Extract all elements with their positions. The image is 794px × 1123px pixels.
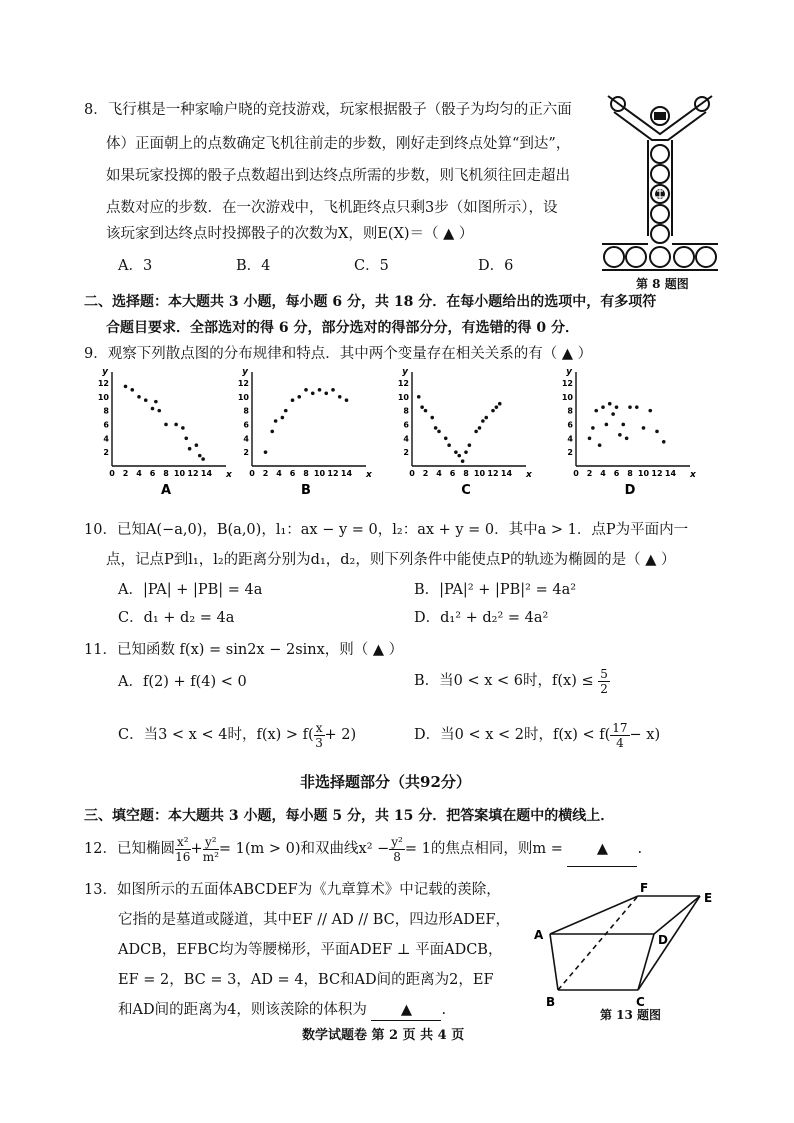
x-tick-label: 8 (627, 469, 633, 478)
chart-option-label: C (461, 483, 471, 496)
q12-f3-den: 8 (393, 849, 401, 864)
q12-mid: = 1(m > 0)和双曲线x² − (218, 841, 390, 857)
x-axis-label: x (226, 470, 232, 480)
q11-option-d-fraction (610, 721, 629, 750)
q13-end: . (441, 1002, 447, 1018)
q10-option-c: C．d₁ + d₂ = 4a (118, 610, 235, 626)
x-tick-label: 14 (664, 469, 677, 478)
x-tick-label: 4 (276, 469, 282, 478)
q11-option-d-pre: D．当0 < x < 2时，f(x) < f( (414, 727, 611, 743)
scatter-point (608, 402, 612, 406)
y-tick-label: 8 (243, 406, 249, 416)
y-tick-label: 12 (561, 378, 573, 388)
q11-b-num: 5 (600, 666, 608, 681)
edge-af (550, 896, 638, 934)
q13-line-5-text: 和AD间的距离为4，则该羡除的体积为 (118, 1002, 367, 1018)
scatter-point (628, 405, 632, 409)
x-tick-label: 10 (473, 469, 486, 478)
q8-option-a: A．3 (118, 258, 153, 274)
y-tick-label: 4 (403, 434, 409, 444)
scatter-point (164, 423, 168, 427)
q8-line-4: 点数对应的步数．在一次游戏中，飞机距终点只剩3步（如图所示），设 (106, 200, 558, 216)
x-tick-label: 2 (586, 469, 593, 478)
scatter-point (447, 443, 451, 447)
vertex-label-e: E (704, 891, 713, 905)
x-tick-label: 6 (289, 469, 296, 478)
edge-bf-hidden (558, 896, 638, 990)
q13-line-5 (118, 1000, 446, 1021)
scatter-point (174, 423, 178, 427)
q8-option-c: C．5 (354, 258, 389, 274)
scatter-point (297, 395, 301, 399)
scatter-point (124, 385, 128, 389)
scatter-point (420, 405, 424, 409)
scatter-point (481, 419, 485, 423)
q11-b-den: 2 (600, 681, 608, 696)
scatter-point (201, 457, 205, 461)
scatter-point (662, 440, 666, 444)
x-tick-label: 10 (637, 469, 650, 478)
y-tick-label: 2 (403, 448, 409, 458)
scatter-point (591, 426, 595, 430)
q12-answer-blank[interactable]: ▲ (567, 832, 637, 867)
scatter-point (598, 443, 602, 447)
y-tick-label: 8 (567, 406, 573, 416)
y-axis-label: y (402, 367, 408, 377)
x-tick-label: 12 (487, 469, 499, 478)
scatter-point (198, 454, 202, 458)
scatter-point (130, 388, 134, 392)
q11-option-b-text: B．当0 < x < 6时，f(x) ≤ (414, 673, 594, 689)
y-tick-label: 12 (97, 378, 109, 388)
scatter-point (621, 423, 625, 427)
q11-option-d-post: − x) (629, 727, 661, 743)
q8-line-1: 8．飞行棋是一种家喻户晓的竞技游戏，玩家根据骰子（骰子为均匀的正六面 (84, 102, 572, 118)
x-tick-label: 8 (463, 469, 469, 478)
q12-pre: 12．已知椭圆 (84, 841, 175, 857)
y-tick-label: 2 (567, 448, 573, 458)
scatter-point (154, 400, 158, 404)
scatter-point (454, 450, 458, 454)
q12-frac-3 (389, 835, 405, 864)
scatter-point (491, 409, 495, 413)
q12-f1-num: x² (176, 834, 189, 849)
scatter-point (188, 447, 192, 451)
scatter-chart-b (232, 366, 372, 496)
scatter-point (311, 392, 315, 396)
x-tick-label: 6 (449, 469, 456, 478)
vertex-label-d: D (658, 933, 668, 947)
q13-line-4: EF = 2，BC = 3，AD = 4，BC和AD间的距离为2，EF (118, 972, 494, 988)
edge-ce (638, 896, 700, 990)
y-tick-label: 12 (237, 378, 249, 388)
q12-f2-den: m² (202, 849, 219, 864)
scatter-point (588, 437, 592, 441)
q11-c-num: x (315, 720, 323, 735)
q8-line-2: 体）正面朝上的点数确定飞机往前走的步数，刚好走到终点处算“到达”， (106, 136, 571, 152)
scatter-point (635, 405, 639, 409)
x-tick-label: 6 (613, 469, 620, 478)
q10-line-1: 10．已知A(−a,0)，B(a,0)，l₁：ax − y = 0，l₂：ax + y = 0．其中a > 1．点P为平面内一 (84, 522, 689, 538)
chart-option-label: A (160, 483, 172, 496)
finish-marker-icon (654, 112, 666, 120)
q10-line-2: 点，记点P到l₁，l₂的距离分别为d₁，d₂，则下列条件中能使点P的轨迹为椭圆的是（ ▲ ） (106, 552, 676, 568)
scatter-point (331, 388, 335, 392)
x-tick-label: 2 (422, 469, 429, 478)
scatter-point (457, 454, 461, 458)
q11-option-b (414, 664, 610, 698)
scatter-point (417, 395, 421, 399)
x-axis-label: x (526, 470, 532, 480)
scatter-point (284, 409, 288, 413)
scatter-point (181, 426, 185, 430)
q11-option-c-post: + 2) (324, 727, 357, 743)
scatter-point (264, 450, 268, 454)
vertex-label-c: C (636, 995, 645, 1009)
chart-option-label: B (301, 483, 311, 496)
q13-line-3: ADCB，EFBC均为等腰梯形，平面ADEF ⊥ 平面ADCB， (118, 942, 503, 958)
y-tick-label: 6 (403, 420, 409, 430)
q8-figure-caption: 第 8 题图 (636, 277, 689, 291)
scatter-point (144, 398, 148, 402)
scatter-point (601, 405, 605, 409)
section3-heading: 三、填空题：本大题共 3 小题，每小题 5 分，共 15 分．把答案填在题中的横线上． (84, 808, 615, 824)
scatter-point (611, 412, 615, 416)
q13-line-1: 13．如图所示的五面体ABCDEF为《九章算术》中记载的羡除， (84, 882, 501, 898)
chart-option-label: D (624, 483, 636, 496)
q12 (84, 832, 642, 867)
scatter-point (274, 419, 278, 423)
scatter-point (151, 407, 155, 411)
y-tick-label: 4 (103, 434, 109, 444)
scatter-point (648, 409, 652, 413)
scatter-point (304, 388, 308, 392)
y-tick-label: 8 (103, 406, 109, 416)
scatter-point (464, 450, 468, 454)
x-tick-label: 14 (500, 469, 513, 478)
q10-option-a: A．|PA| + |PB| = 4a (118, 582, 263, 598)
scatter-point (498, 402, 502, 406)
part2-title: 非选择题部分（共92分） (300, 773, 471, 791)
y-tick-label: 6 (567, 420, 573, 430)
x-tick-label: 0 (249, 469, 255, 478)
q12-f3-num: y² (391, 834, 403, 849)
y-tick-label: 4 (567, 434, 573, 444)
x-tick-label: 8 (163, 469, 169, 478)
q11-d-num: 17 (612, 720, 628, 735)
q11-d-den: 4 (616, 735, 624, 750)
q11-c-den: 3 (315, 735, 323, 750)
q11-option-d (414, 718, 660, 752)
q12-frac-2 (203, 835, 219, 864)
x-tick-label: 10 (173, 469, 186, 478)
q10-option-b: B．|PA|² + |PB|² = 4a² (414, 582, 577, 598)
scatter-chart-a (92, 366, 232, 496)
q13-figure-pentahedron (528, 882, 728, 1012)
q12-f1-den: 16 (175, 849, 191, 864)
scatter-point (338, 395, 342, 399)
q8-option-b: B．4 (236, 258, 271, 274)
scatter-point (434, 426, 438, 430)
scatter-point (318, 388, 322, 392)
y-axis-label: y (102, 367, 108, 377)
scatter-point (461, 459, 465, 463)
q11-option-a: A．f(2) + f(4) < 0 (118, 674, 247, 690)
x-tick-label: 14 (200, 469, 213, 478)
scatter-point (495, 405, 499, 409)
q8-line-3: 如果玩家投掷的骰子点数超出到达终点所需的步数，则飞机须往回走超出 (106, 168, 570, 184)
scatter-point (474, 430, 478, 434)
x-tick-label: 4 (600, 469, 606, 478)
scatter-point (655, 430, 659, 434)
x-tick-label: 10 (313, 469, 326, 478)
edge-de (654, 896, 700, 934)
x-tick-label: 8 (303, 469, 309, 478)
x-axis-label: x (366, 470, 372, 480)
q12-f2-num: y² (203, 835, 219, 850)
x-tick-label: 4 (136, 469, 142, 478)
scatter-point (437, 430, 441, 434)
q13-answer-blank[interactable]: ▲ (371, 1000, 441, 1021)
x-tick-label: 0 (573, 469, 579, 478)
scatter-point (324, 392, 328, 396)
scatter-point (625, 437, 629, 441)
edge-ab (550, 934, 558, 990)
scatter-chart-d (556, 366, 696, 496)
q8-option-d: D．6 (478, 258, 514, 274)
y-tick-label: 10 (97, 392, 109, 402)
scatter-point (424, 409, 428, 413)
y-axis-label: y (566, 367, 572, 377)
y-tick-label: 2 (243, 448, 249, 458)
scatter-point (270, 430, 274, 434)
q12-plus: + (190, 841, 203, 857)
scatter-point (157, 409, 161, 413)
x-tick-label: 0 (109, 469, 115, 478)
section2-line-1: 二、选择题：本大题共 3 小题，每小题 6 分，共 18 分．在每小题给出的选项中，有多项符 (84, 294, 657, 310)
x-tick-label: 12 (327, 469, 339, 478)
q13-line-2: 它指的是墓道或隧道，其中EF // AD // BC，四边形ADEF， (118, 912, 510, 928)
section2-line-2: 合题目要求．全部选对的得 6 分，部分选对的得部分分，有选错的得 0 分． (106, 320, 579, 336)
scatter-point (594, 409, 598, 413)
scatter-point (430, 416, 434, 420)
q11-option-c (118, 718, 356, 752)
scatter-point (184, 437, 188, 441)
q12-end: . (637, 841, 643, 857)
y-tick-label: 4 (243, 434, 249, 444)
y-tick-label: 10 (561, 392, 573, 402)
x-tick-label: 12 (187, 469, 199, 478)
scatter-point (291, 398, 295, 402)
q11-option-b-fraction (598, 667, 610, 696)
q11-option-c-fraction (314, 721, 325, 750)
scatter-point (345, 398, 349, 402)
y-tick-label: 10 (237, 392, 249, 402)
scatter-point (468, 443, 472, 447)
page-footer: 数学试题卷 第 2 页 共 4 页 (302, 1028, 465, 1043)
scatter-point (478, 426, 482, 430)
scatter-point (615, 405, 619, 409)
scatter-chart-c (392, 366, 532, 496)
x-tick-label: 4 (436, 469, 442, 478)
y-tick-label: 2 (103, 448, 109, 458)
scatter-point (281, 416, 285, 420)
q11-option-c-pre: C．当3 < x < 4时，f(x) > f( (118, 727, 314, 743)
y-tick-label: 6 (243, 420, 249, 430)
q13-figure-caption: 第 13 题图 (600, 1008, 662, 1022)
scatter-point (642, 426, 646, 430)
scatter-point (444, 437, 448, 441)
y-tick-label: 8 (403, 406, 409, 416)
edge-cd (638, 934, 654, 990)
x-tick-label: 12 (651, 469, 663, 478)
vertex-label-b: B (546, 995, 556, 1009)
x-tick-label: 2 (122, 469, 129, 478)
scatter-point (484, 416, 488, 420)
scatter-point (605, 423, 609, 427)
q12-frac-1 (175, 835, 191, 864)
y-tick-label: 10 (397, 392, 409, 402)
vertex-label-a: A (534, 928, 544, 942)
y-tick-label: 6 (103, 420, 109, 430)
scatter-point (137, 395, 141, 399)
q8-figure-board (600, 94, 720, 274)
y-tick-label: 12 (397, 378, 409, 388)
scatter-point (618, 433, 622, 437)
y-axis-label: y (242, 367, 248, 377)
vertex-label-f: F (640, 882, 649, 895)
q11-stem: 11．已知函数 f(x) = sin2x − 2sinx，则（ ▲ ） (84, 642, 404, 658)
x-tick-label: 2 (262, 469, 269, 478)
x-tick-label: 6 (149, 469, 156, 478)
q10-option-d: D．d₁² + d₂² = 4a² (414, 610, 549, 626)
x-tick-label: 14 (340, 469, 353, 478)
x-axis-label: x (690, 470, 696, 480)
q12-post: = 1的焦点相同，则m = (404, 841, 563, 857)
q9-stem: 9．观察下列散点图的分布规律和特点．其中两个变量存在相关关系的有（ ▲ ） (84, 346, 593, 362)
q8-line-5: 该玩家到达终点时投掷骰子的次数为X，则E(X)＝（ ▲ ） (106, 226, 474, 242)
scatter-point (195, 443, 199, 447)
x-tick-label: 0 (409, 469, 415, 478)
